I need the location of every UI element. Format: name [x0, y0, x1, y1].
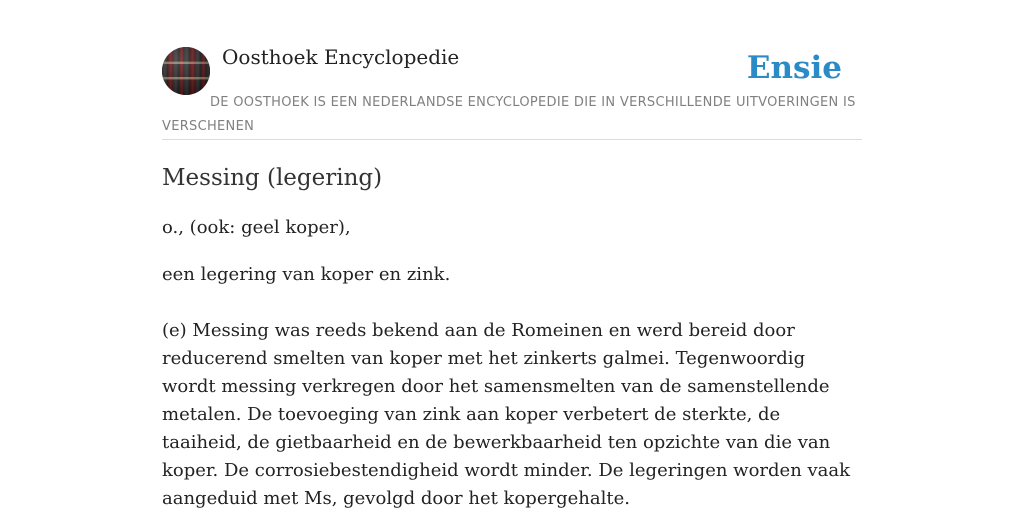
site-tagline: DE OOSTHOEK IS EEN NEDERLANDSE ENCYCLOPEDIE DIE IN VERSCHILLENDE UITVOERINGEN IS VERSCHENEN: [162, 95, 856, 134]
site-title[interactable]: Oosthoek Encyclopedie: [222, 45, 460, 69]
encyclopedia-books-avatar-icon[interactable]: [162, 47, 210, 95]
avatar-shade: [162, 47, 210, 95]
ensie-logo[interactable]: Ensie: [746, 50, 842, 86]
site-header: [162, 40, 862, 140]
entry-paragraph: (e) Messing was reeds bekend aan de Romeinen en werd bereid door reducerend smelten van koper met het zinkerts galmei. Tegenwoordig wordt messing verkregen door het samensmelten van de samenstellende metalen. De toevoeging van zink aan koper verbetert de sterkte, de taaiheid, de gietbaarheid en de bewerkbaarheid ten opzichte van die van koper. De corrosiebestendigheid wordt minder. De legeringen worden vaak aangeduid met Ms, gevolgd door het kopergehalte.: [162, 320, 851, 509]
entry-paragraph: een legering van koper en zink.: [162, 264, 451, 285]
entry-paragraph: o., (ook: geel koper),: [162, 217, 351, 238]
entry-content: [162, 162, 862, 512]
entry-title: Messing (legering): [162, 165, 383, 191]
